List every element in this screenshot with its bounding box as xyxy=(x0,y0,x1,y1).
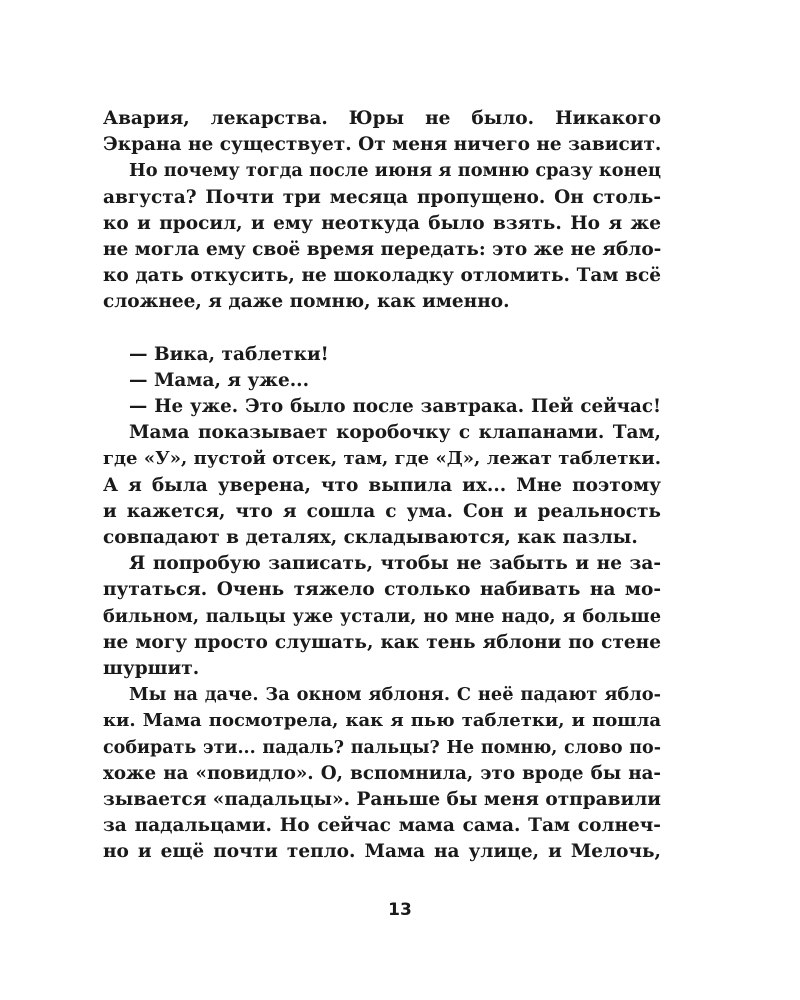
dialogue-line: — Мама, я уже... xyxy=(129,369,310,391)
text-line: Но почему тогда после июня я помню сразу конец xyxy=(129,160,661,182)
text-line: Экрана не существует. От меня ничего не зависит. xyxy=(103,134,662,156)
text-line: ко и просил, и ему неоткуда было взять. Но я же xyxy=(103,212,661,234)
text-line: ко дать откусить, не шоколадку отломить. Там всё xyxy=(103,265,661,287)
dialogue-line: — Вика, таблетки! xyxy=(129,343,329,365)
text-line: августа? Почти три месяца пропущено. Он столь- xyxy=(103,186,661,208)
text-line: шуршит. xyxy=(103,657,200,679)
text-line: сложнее, я даже помню, как именно. xyxy=(103,291,510,313)
text-line: Мама показывает коробочку с клапанами. Там, xyxy=(129,422,661,444)
text-line: Я попробую записать, чтобы не забыть и не за- xyxy=(129,553,661,575)
text-line: где «У», пустой отсек, там, где «Д», лежат таблетки. xyxy=(103,448,661,470)
text-line: хоже на «повидло». О, вспомнила, это вроде бы на- xyxy=(103,762,661,784)
text-line: но и ещё почти тепло. Мама на улице, и Мелочь, xyxy=(103,841,661,863)
text-line: бильном, пальцы уже устали, но мне надо, я больше xyxy=(103,605,661,627)
text-line: не могу просто слушать, как тень яблони по стене xyxy=(103,631,661,653)
text-line: Мы на даче. За окном яблоня. С неё падают ябло- xyxy=(129,684,661,706)
text-line: путаться. Очень тяжело столько набивать на мо- xyxy=(103,579,661,601)
text-line: не могла ему своё время передать: это же не ябло- xyxy=(103,238,662,260)
text-line: и кажется, что я сошла с ума. Сон и реальность xyxy=(103,500,661,522)
text-line: ки. Мама посмотрела, как я пью таблетки, и пошла xyxy=(103,710,661,732)
text-line: зывается «падальцы». Раньше бы меня отправили xyxy=(103,788,661,810)
page-number: 13 xyxy=(388,900,412,920)
page-text xyxy=(103,106,661,865)
dialogue-line: — Не уже. Это было после завтрака. Пей сейчас! xyxy=(129,396,661,418)
text-line: за падальцами. Но сейчас мама сама. Там солнеч- xyxy=(103,815,661,837)
text-line: А я была уверена, что выпила их... Мне поэтому xyxy=(103,474,661,496)
blank-line xyxy=(103,316,661,342)
text-line: собирать эти... падаль? пальцы? Не помню, слово по- xyxy=(103,737,661,758)
text-line: Авария, лекарства. Юры не было. Никакого xyxy=(103,108,661,129)
text-line: совпадают в деталях, складываются, как пазлы. xyxy=(103,527,638,548)
